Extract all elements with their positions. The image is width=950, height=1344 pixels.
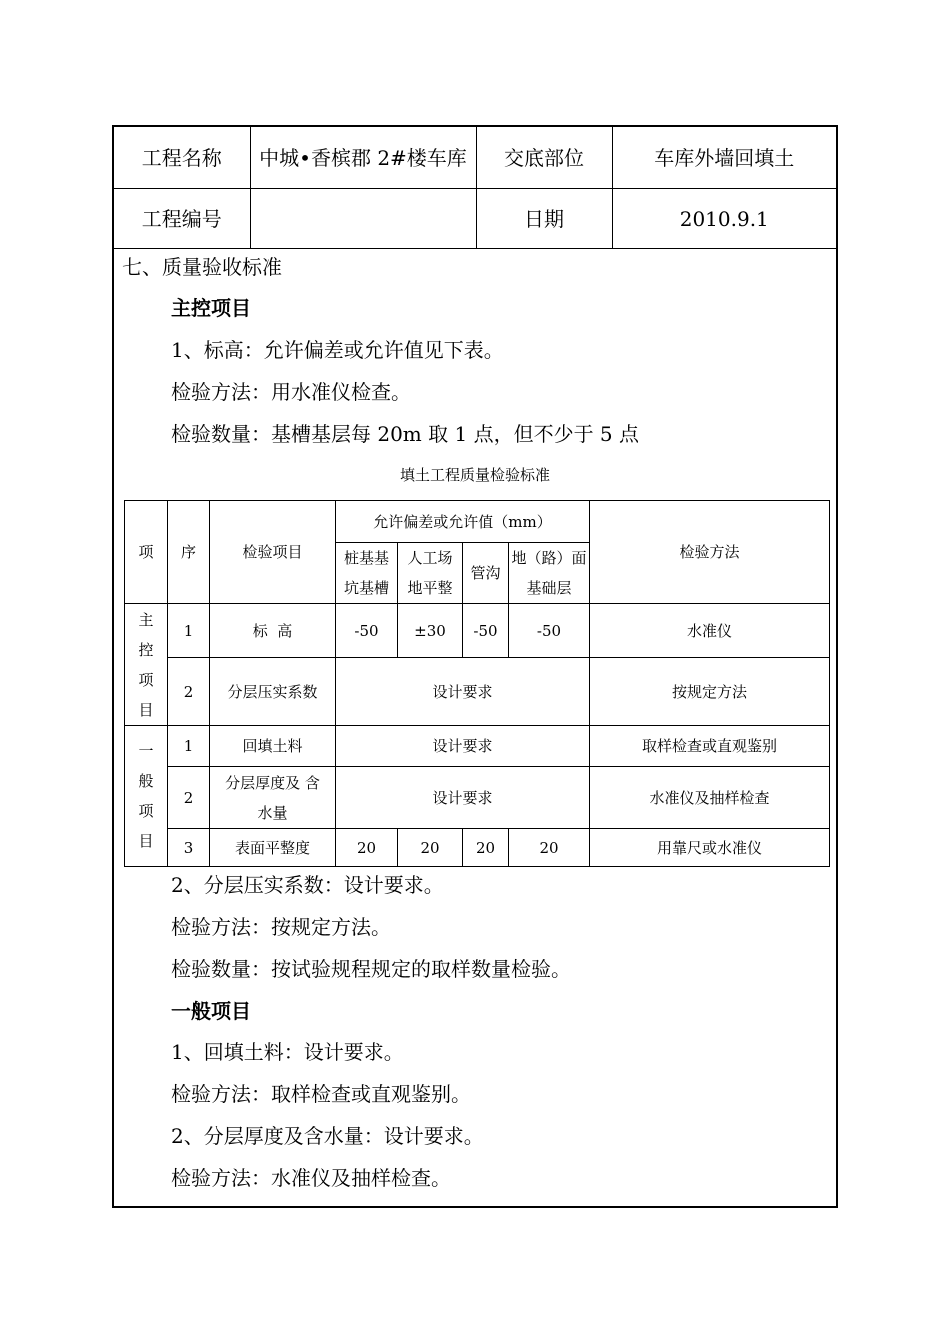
general-heading: 一般项目 xyxy=(171,999,251,1023)
row-seq: 1 xyxy=(168,604,210,658)
date-value: 2010.9.1 xyxy=(612,189,836,249)
row-value: 20 xyxy=(336,829,398,867)
row-item: 表面平整度 xyxy=(210,829,336,867)
header-table xyxy=(114,127,836,249)
row-method: 按规定方法 xyxy=(590,658,830,726)
col-method-header: 检验方法 xyxy=(590,501,830,604)
row-seq: 1 xyxy=(168,726,210,767)
row-value: -50 xyxy=(336,604,398,658)
project-name-value: 中城•香槟郡 2#楼车库 xyxy=(250,127,476,189)
project-no-value xyxy=(250,189,476,249)
col-check-item-header: 检验项目 xyxy=(210,501,336,604)
sub-header-pile: 桩基基 坑基槽 xyxy=(336,543,398,604)
item2-method: 检验方法：按规定方法。 xyxy=(171,915,391,939)
table-row xyxy=(125,829,830,867)
row-method: 用靠尺或水准仪 xyxy=(590,829,830,867)
project-name-label: 工程名称 xyxy=(114,127,250,189)
row-seq: 2 xyxy=(168,767,210,829)
row-value: 20 xyxy=(398,829,463,867)
item2-quantity: 检验数量：按试验规程规定的取样数量检验。 xyxy=(171,957,571,981)
group-main-control: 主 控 项 目 xyxy=(125,604,168,726)
item1-quantity: 检验数量：基槽基层每 20m 取 1 点，但不少于 5 点 xyxy=(171,422,640,446)
row-value: 20 xyxy=(463,829,509,867)
g-item2-text: 2、分层厚度及含水量：设计要求。 xyxy=(171,1124,484,1148)
row-method: 水准仪 xyxy=(590,604,830,658)
document-frame xyxy=(112,125,838,1208)
table-row xyxy=(125,767,830,829)
row-value: 20 xyxy=(509,829,590,867)
col-seq-header: 序 xyxy=(168,501,210,604)
row-seq: 2 xyxy=(168,658,210,726)
row-value: -50 xyxy=(509,604,590,658)
sub-header-manual: 人工场 地平整 xyxy=(398,543,463,604)
row-item: 分层压实系数 xyxy=(210,658,336,726)
row-item: 回填土料 xyxy=(210,726,336,767)
table-row xyxy=(125,604,830,658)
row-merged-value: 设计要求 xyxy=(336,726,590,767)
sub-header-pipe: 管沟 xyxy=(463,543,509,604)
col-tolerance-header: 允许偏差或允许值（mm） xyxy=(336,501,590,543)
g-item1-text: 1、回填土料：设计要求。 xyxy=(171,1040,404,1064)
table-row xyxy=(125,726,830,767)
group-general: 一 般 项 目 xyxy=(125,726,168,867)
row-value: -50 xyxy=(463,604,509,658)
item1-method: 检验方法：用水准仪检查。 xyxy=(171,380,411,404)
handover-part-value: 车库外墙回填土 xyxy=(612,127,836,189)
main-heading: 主控项目 xyxy=(171,296,251,320)
item2-text: 2、分层压实系数：设计要求。 xyxy=(171,873,444,897)
row-item: 分层厚度及 含 水量 xyxy=(210,767,336,829)
quality-standard-table xyxy=(124,500,830,867)
row-method: 水准仪及抽样检查 xyxy=(590,767,830,829)
row-item: 标 高 xyxy=(210,604,336,658)
row-merged-value: 设计要求 xyxy=(336,767,590,829)
g-item1-method: 检验方法：取样检查或直观鉴别。 xyxy=(171,1082,471,1106)
item1-text: 1、标高：允许偏差或允许值见下表。 xyxy=(171,338,504,362)
handover-part-label: 交底部位 xyxy=(476,127,612,189)
col-item-header: 项 xyxy=(125,501,168,604)
row-merged-value: 设计要求 xyxy=(336,658,590,726)
date-label: 日期 xyxy=(476,189,612,249)
project-no-label: 工程编号 xyxy=(114,189,250,249)
row-seq: 3 xyxy=(168,829,210,867)
g-item2-method: 检验方法：水准仪及抽样检查。 xyxy=(171,1166,451,1190)
section-title: 七、质量验收标准 xyxy=(122,255,282,279)
row-value: ±30 xyxy=(398,604,463,658)
table-row xyxy=(125,658,830,726)
sub-header-road: 地（路）面 基础层 xyxy=(509,543,590,604)
row-method: 取样检查或直观鉴别 xyxy=(590,726,830,767)
table-caption: 填土工程质量检验标准 xyxy=(399,466,550,484)
